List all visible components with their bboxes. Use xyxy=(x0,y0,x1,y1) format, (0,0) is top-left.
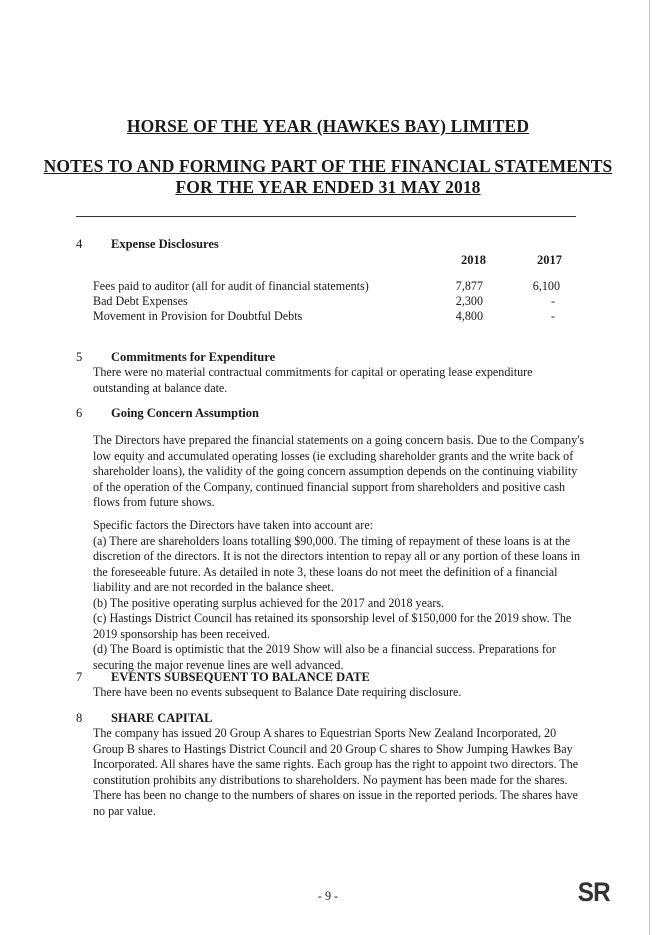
expense-row-2018: 4,800 xyxy=(455,309,483,323)
note4-heading: Expense Disclosures xyxy=(111,237,219,251)
text-line: securing the major revenue lines are well advanced. xyxy=(93,657,344,672)
col-2018-header: 2018 xyxy=(461,253,486,267)
text-line: The Directors have prepared the financial statements on a going concern basis. Due to the Company's xyxy=(93,433,585,447)
text-line: (a) There are shareholders loans totalling $90,000. The timing of repayment of these loans is at the xyxy=(93,533,571,548)
text-line: the foreseeable future. As detailed in note 3, these loans do not meet the definition of a financial xyxy=(93,564,558,579)
expense-row-label: Fees paid to auditor (all for audit of financial statements) xyxy=(93,279,369,293)
note5-number: 5 xyxy=(76,350,83,364)
note8-body xyxy=(93,726,588,819)
note6-paragraph-1 xyxy=(93,433,588,511)
text-line: Group B shares to Hastings District Council and 20 Group C shares to Show Jumping Hawkes Bay xyxy=(93,741,573,756)
note5-body xyxy=(93,365,588,396)
text-line: 2019 sponsorship has been received. xyxy=(93,626,270,641)
text-line: (d) The Board is optimistic that the 2019 Show will also be a financial success. Preparations for xyxy=(93,642,556,656)
text-line: discretion of the directors. It is not the directors intention to repay all or any portion of these loans in xyxy=(93,549,580,563)
expense-row-2017: - xyxy=(550,309,555,323)
initials-signature: SR xyxy=(578,877,611,907)
text-line: constitution prohibits any distributions to shareholders. No payment has been made for the shares. xyxy=(93,772,568,787)
text-line: low equity and accumulated operating losses (ie excluding shareholder grants and the write back of xyxy=(93,448,574,463)
expense-row-2018: 7,877 xyxy=(455,279,483,293)
text-line: outstanding at balance date. xyxy=(93,380,228,395)
company-name: HORSE OF THE YEAR (HAWKES BAY) LIMITED xyxy=(126,116,530,136)
note8-number: 8 xyxy=(76,711,83,725)
expense-row-label: Movement in Provision for Doubtful Debts xyxy=(93,309,303,323)
text-line: There has been no change to the numbers of shares on issue in the reported periods. The shares have xyxy=(93,788,579,802)
note8-heading: SHARE CAPITAL xyxy=(111,711,213,725)
text-line: of the operation of the Company, continued financial support from shareholders and positive cash xyxy=(93,479,566,494)
note7-heading: EVENTS SUBSEQUENT TO BALANCE DATE xyxy=(111,670,370,684)
text-line: There were no material contractual commitments for capital or operating lease expenditure xyxy=(93,365,533,379)
text-line: There have been no events subsequent to Balance Date requiring disclosure. xyxy=(93,685,462,699)
note5-heading: Commitments for Expenditure xyxy=(111,350,276,364)
text-line: shareholder loans), the validity of the going concern assumption depends on the continuing viability xyxy=(93,464,578,478)
note7-number: 7 xyxy=(76,670,83,684)
text-line: flows from future shows. xyxy=(93,495,215,509)
expense-row-label: Bad Debt Expenses xyxy=(93,294,188,308)
expense-row-2018: 2,300 xyxy=(455,294,483,308)
text-line: Incorporated. All shares have the same rights. Each group has the right to appoint two directors. The xyxy=(93,757,579,771)
text-line: Specific factors the Directors have taken into account are: xyxy=(93,518,374,532)
text-line: (c) Hastings District Council has retained its sponsorship level of $150,000 for the 2019 show. The xyxy=(93,611,572,625)
page-edge-line xyxy=(649,0,650,935)
statement-title-line1: NOTES TO AND FORMING PART OF THE FINANCIAL STATEMENTS xyxy=(43,156,613,176)
note7-body xyxy=(93,685,588,701)
page-number: - 9 - xyxy=(317,889,339,903)
statement-title-line2: FOR THE YEAR ENDED 31 MAY 2018 xyxy=(175,177,481,197)
note6-number: 6 xyxy=(76,406,83,420)
text-line: The company has issued 20 Group A shares to Equestrian Sports New Zealand Incorporated, 20 xyxy=(93,726,557,740)
note6-heading: Going Concern Assumption xyxy=(111,406,259,420)
expense-row-2017: 6,100 xyxy=(532,279,560,293)
expense-row-2017: - xyxy=(550,294,555,308)
col-2017-header: 2017 xyxy=(537,253,562,267)
note6-paragraph-2 xyxy=(93,518,588,673)
header-divider xyxy=(76,216,576,217)
text-line: liability and are not recorded in the balance sheet. xyxy=(93,580,334,594)
note4-number: 4 xyxy=(76,237,83,251)
text-line: (b) The positive operating surplus achieved for the 2017 and 2018 years. xyxy=(93,595,445,610)
text-line: no par value. xyxy=(93,803,156,818)
